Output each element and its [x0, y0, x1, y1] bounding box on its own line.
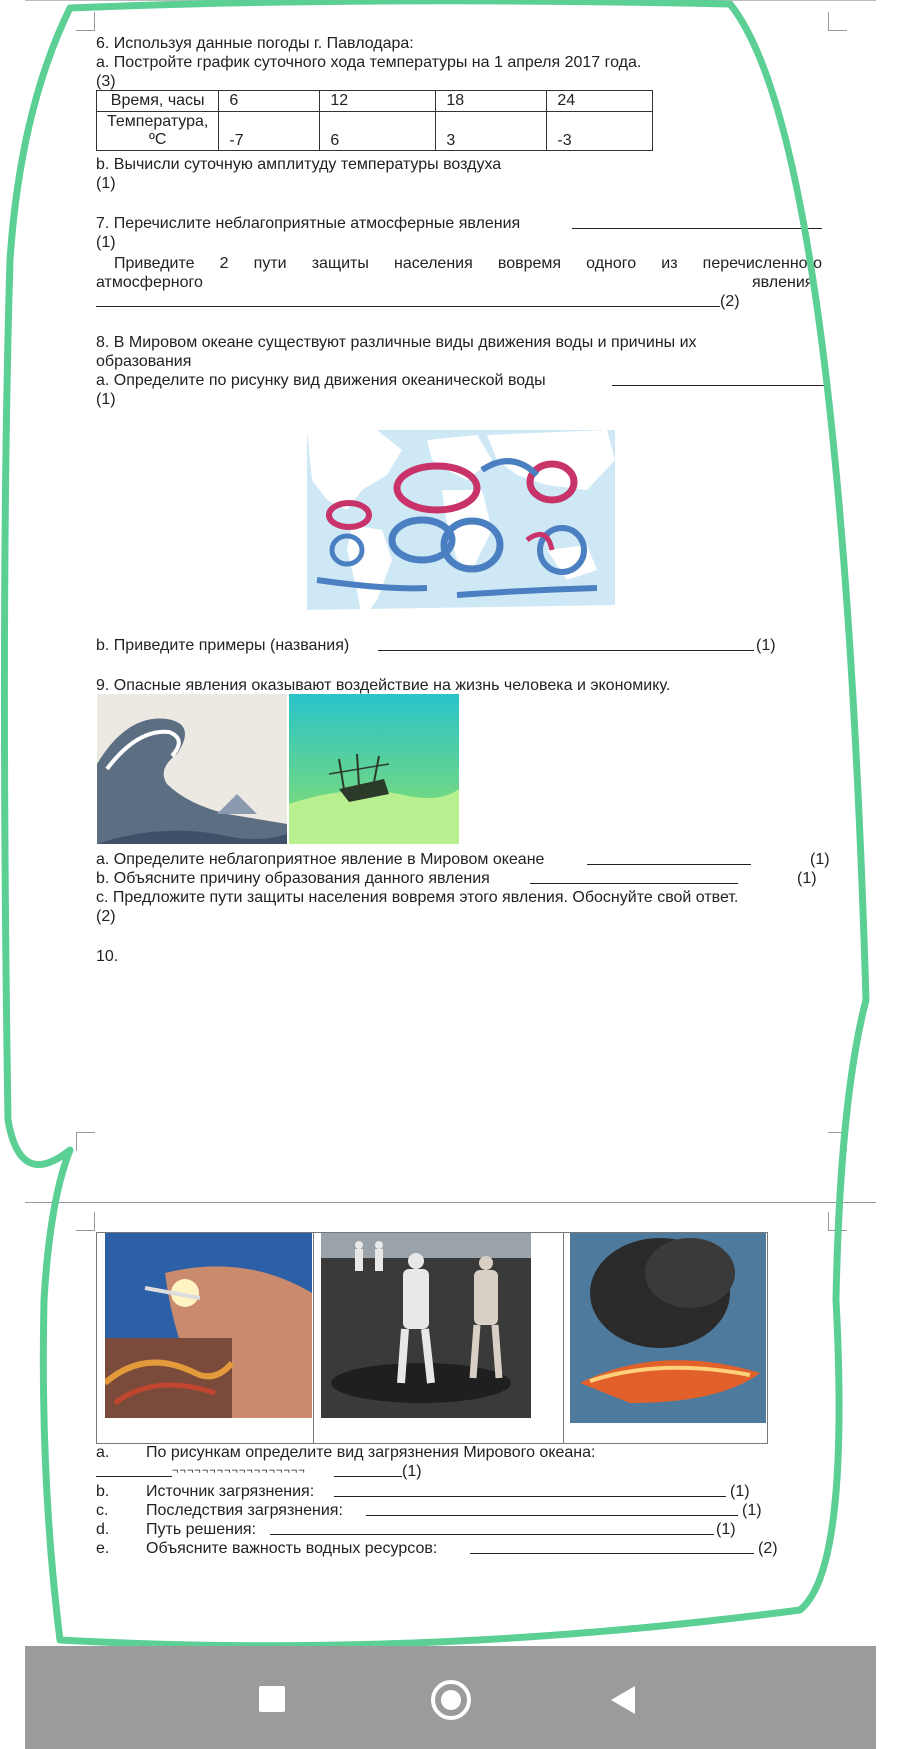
q10-number: 10.	[96, 948, 119, 965]
android-navigation-bar	[25, 1646, 876, 1749]
table-header-temperature-line1: Температура,	[107, 113, 209, 130]
oil-cleanup-workers-drawing	[321, 1233, 531, 1418]
q10-item-e-points: (2)	[758, 1540, 778, 1557]
q10-item-a-points: (1)	[402, 1463, 422, 1480]
recent-apps-button[interactable]	[259, 1686, 285, 1712]
q8-b-text: b. Приведите примеры (названия)	[96, 637, 350, 654]
oil-spill-aerial-image	[105, 1233, 312, 1418]
table-cell: 18	[436, 91, 547, 112]
crop-mark	[76, 12, 95, 31]
answer-line	[572, 228, 822, 229]
q9-b-text: b. Объясните причину образования данного явления	[96, 870, 490, 887]
q7-word: пути	[253, 255, 287, 272]
q9-title: 9. Опасные явления оказывают воздействие на жизнь человека и экономику.	[96, 677, 671, 694]
answer-line	[378, 650, 754, 651]
q6-a-points: (3)	[96, 73, 116, 90]
table-cell: 6	[320, 112, 436, 151]
q10-item-e-letter: e.	[96, 1540, 110, 1557]
q10-item-d-points: (1)	[716, 1521, 736, 1538]
crop-mark	[76, 1212, 95, 1231]
q7-word: 2	[219, 255, 229, 272]
page-top-border	[25, 0, 876, 1]
ocean-currents-map-drawing	[307, 430, 615, 630]
table-divider	[313, 1233, 314, 1443]
oil-fire-image	[570, 1233, 766, 1423]
q9-a-points: (1)	[810, 851, 830, 868]
back-button[interactable]	[611, 1686, 635, 1714]
q6-b-text: b. Вычисли суточную амплитуду температуры воздуха	[96, 156, 502, 173]
answer-line	[96, 1476, 172, 1477]
q7-word: населения	[393, 255, 473, 272]
great-wave-drawing	[97, 694, 287, 844]
q9-b-points: (1)	[797, 870, 817, 887]
circle-icon	[441, 1690, 461, 1710]
q8-a-text: а. Определите по рисунку вид движения океанической воды	[96, 372, 546, 389]
q7-word: из	[661, 255, 678, 272]
q7-word: перечисленного	[702, 255, 822, 272]
answer-line	[96, 306, 720, 307]
great-wave-image	[97, 694, 287, 844]
q7-word: защиты	[311, 255, 369, 272]
q6-b-points: (1)	[96, 175, 116, 192]
q7-line1: 7. Перечислите неблагоприятные атмосферные явления	[96, 215, 521, 232]
answer-line	[270, 1534, 714, 1535]
table-row	[97, 91, 653, 112]
home-button[interactable]	[431, 1680, 471, 1720]
q8-line2: образования	[96, 353, 192, 370]
q10-item-b-text: Источник загрязнения:	[146, 1483, 315, 1500]
table-header-time: Время, часы	[97, 91, 219, 112]
ship-storm-drawing	[289, 694, 459, 844]
q10-item-a-text: По рисункам определите вид загрязнения Мирового океана:	[146, 1444, 596, 1461]
crop-mark	[828, 1212, 847, 1231]
table-row	[97, 112, 653, 151]
q10-item-c-points: (1)	[742, 1502, 762, 1519]
q7-line3-right: явления	[752, 274, 814, 291]
ship-storm-image	[289, 694, 459, 844]
table-header-temperature-line2: ºС	[148, 131, 167, 148]
q10-item-a-line2-text: ¬¬¬¬¬¬¬¬¬¬¬¬¬¬¬¬¬¬	[172, 1465, 306, 1477]
page-break-line	[25, 1202, 876, 1203]
q7-word: вовремя	[497, 255, 562, 272]
q10-item-c-text: Последствия загрязнения:	[146, 1502, 343, 1519]
q7-line1-points: (1)	[96, 234, 116, 251]
table-cell: 12	[320, 91, 436, 112]
answer-line	[334, 1496, 726, 1497]
q7-word: Приведите	[114, 255, 195, 272]
q9-c-points: (2)	[96, 908, 116, 925]
q6-title: 6. Используя данные погоды г. Павлодара:	[96, 35, 414, 52]
temperature-table	[96, 90, 653, 151]
q7-line3-left: атмосферного	[96, 274, 203, 291]
q8-a-points: (1)	[96, 391, 116, 408]
table-header-temperature	[97, 112, 219, 151]
q9-c-text: c. Предложите пути защиты населения вовремя этого явления. Обоснуйте свой ответ.	[96, 889, 739, 906]
q6-a-text: a. Постройте график суточного хода температуры на 1 апреля 2017 года.	[96, 54, 642, 71]
q10-item-d-text: Путь решения:	[146, 1521, 257, 1538]
table-cell: 6	[219, 91, 320, 112]
table-divider	[563, 1233, 564, 1443]
answer-line	[470, 1553, 754, 1554]
q10-item-e-text: Объясните важность водных ресурсов:	[146, 1540, 438, 1557]
crop-mark	[76, 1132, 95, 1151]
q8-line1: 8. В Мировом океане существуют различные виды движения воды и причины их	[96, 334, 697, 351]
q10-item-b-letter: b.	[96, 1483, 110, 1500]
q10-item-b-points: (1)	[730, 1483, 750, 1500]
q10-item-c-letter: c.	[96, 1502, 109, 1519]
q7-line2	[114, 254, 822, 273]
q8-b-points: (1)	[756, 637, 776, 654]
q10-item-a-letter: a.	[96, 1444, 110, 1461]
answer-line	[587, 864, 751, 865]
table-cell: -3	[547, 112, 653, 151]
ocean-currents-map	[307, 430, 615, 630]
q7-line4-points: (2)	[720, 293, 740, 310]
answer-line	[612, 385, 824, 386]
q10-item-d-letter: d.	[96, 1521, 110, 1538]
q7-word: одного	[586, 255, 637, 272]
answer-line	[530, 883, 738, 884]
crop-mark	[828, 1132, 847, 1151]
answer-line	[366, 1515, 738, 1516]
answer-line	[334, 1476, 402, 1477]
oil-fire-drawing	[570, 1233, 766, 1423]
crop-mark	[828, 12, 847, 31]
q9-a-text: a. Определите неблагоприятное явление в Мировом океане	[96, 851, 545, 868]
oil-cleanup-workers-image	[321, 1233, 531, 1418]
table-cell: -7	[219, 112, 320, 151]
oil-spill-aerial-drawing	[105, 1233, 312, 1418]
table-cell: 24	[547, 91, 653, 112]
table-cell: 3	[436, 112, 547, 151]
